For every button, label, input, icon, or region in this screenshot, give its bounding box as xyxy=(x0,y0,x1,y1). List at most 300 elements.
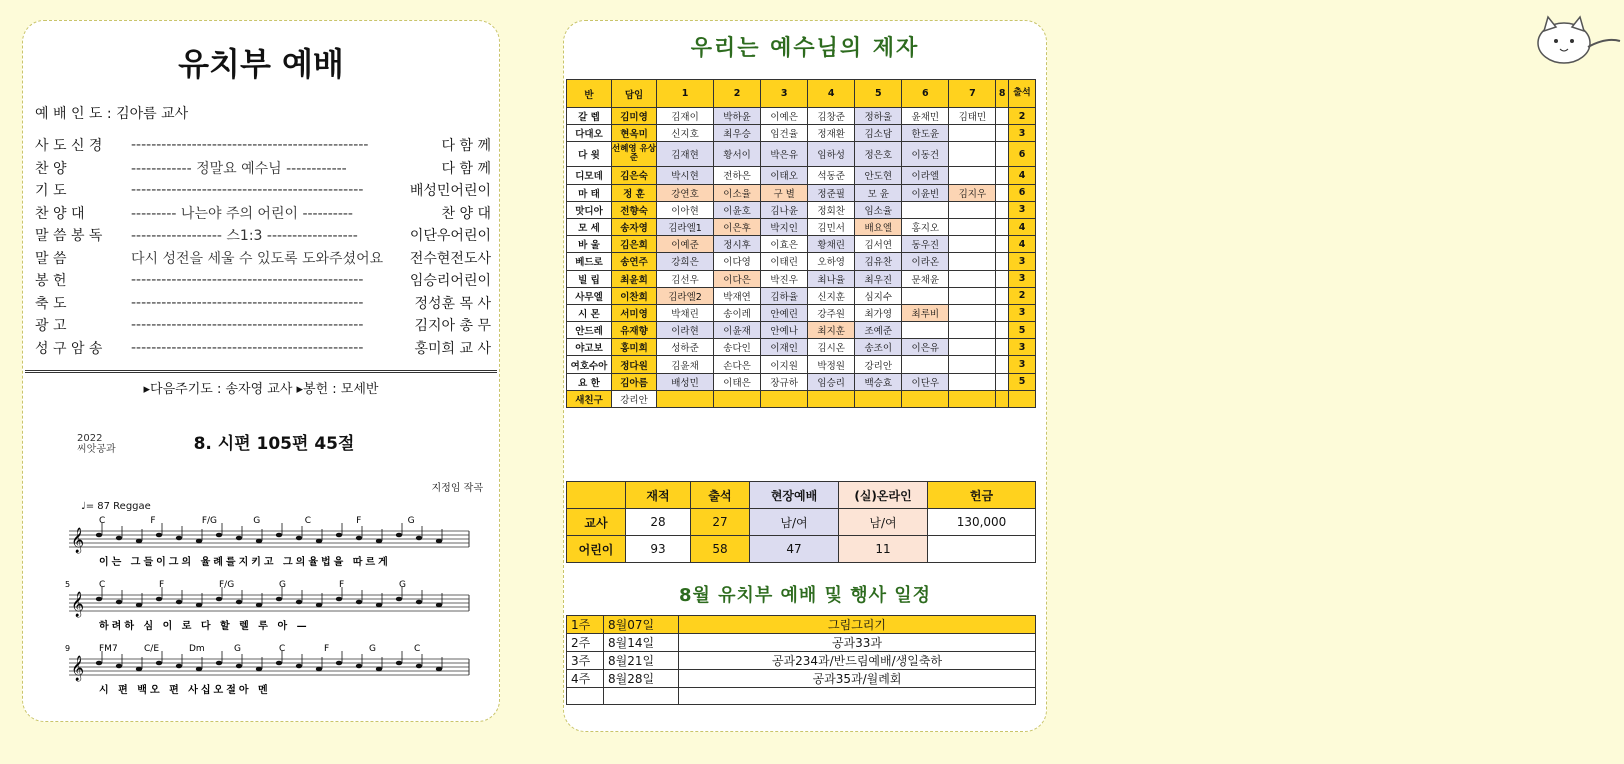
student-name xyxy=(996,236,1009,253)
attendance-count: 6 xyxy=(1009,142,1036,167)
score-year-text: 2022 xyxy=(77,433,103,444)
roster-row xyxy=(567,201,1036,218)
worship-order-panel xyxy=(22,20,500,722)
note xyxy=(356,600,362,605)
teacher-name: 서미영 xyxy=(612,304,657,321)
class-name: 갈 렙 xyxy=(567,108,612,125)
schedule-row xyxy=(567,688,1036,705)
roster-title: 우리는 예수님의 제자 xyxy=(690,36,920,61)
note xyxy=(276,597,282,602)
note xyxy=(136,667,142,672)
student-name: 이윤빈 xyxy=(902,184,949,201)
note xyxy=(236,536,242,541)
order-person: 전수현전도사 xyxy=(409,250,491,267)
schedule-week: 1주 xyxy=(567,616,604,634)
teacher-name: 전향숙 xyxy=(612,201,657,218)
schedule-title: 8월 유치부 예배 및 행사 일정 xyxy=(678,585,932,606)
note xyxy=(436,539,442,544)
attendance-row xyxy=(567,536,1036,563)
note xyxy=(156,533,162,538)
student-name: 오하영 xyxy=(808,253,855,270)
student-name: 임건율 xyxy=(761,125,808,142)
roster-row xyxy=(567,356,1036,373)
student-name xyxy=(996,356,1009,373)
note xyxy=(416,600,422,605)
student-name xyxy=(949,339,996,356)
student-name: 이예은 xyxy=(761,108,808,125)
treble-clef: 𝄞 xyxy=(71,656,85,681)
attendance-value xyxy=(928,536,1036,563)
student-name: 황채린 xyxy=(808,236,855,253)
schedule-event: 공과35과/월례회 xyxy=(679,670,1036,688)
attendance-count: 3 xyxy=(1009,339,1036,356)
student-name: 박진우 xyxy=(761,270,808,287)
measure-number: 5 xyxy=(65,580,71,589)
attendance-label: 어린이 xyxy=(567,536,626,563)
student-name xyxy=(761,390,808,407)
teacher-name: 정 훈 xyxy=(612,184,657,201)
student-name: 김시온 xyxy=(808,339,855,356)
order-item: 말 씀 봉 독 xyxy=(35,228,103,245)
student-name: 김윤채 xyxy=(657,356,714,373)
class-name: 바 울 xyxy=(567,236,612,253)
order-row xyxy=(35,224,491,247)
student-name xyxy=(949,356,996,373)
order-content: ---------------------------------------------- xyxy=(131,294,364,311)
class-name: 베드로 xyxy=(567,253,612,270)
student-name xyxy=(996,287,1009,304)
note xyxy=(356,536,362,541)
roster-row xyxy=(567,184,1036,201)
score-title: 8. 시편 105편 45절 xyxy=(193,434,355,454)
chord-label: F xyxy=(339,580,345,590)
student-name xyxy=(949,253,996,270)
order-person: 홍미희 교 사 xyxy=(414,340,491,357)
student-name xyxy=(949,270,996,287)
class-name: 마 태 xyxy=(567,184,612,201)
worship-leader: 예 배 인 도 : 김아름 교사 xyxy=(35,106,189,122)
student-name: 석동준 xyxy=(808,167,855,184)
score-composer: 지정임 작곡 xyxy=(431,483,483,494)
measure-number: 9 xyxy=(65,644,71,653)
roster-row xyxy=(567,236,1036,253)
attendance-value: 47 xyxy=(750,536,839,563)
note xyxy=(436,667,442,672)
note xyxy=(236,600,242,605)
schedule-date: 8월07일 xyxy=(604,616,679,634)
chord-label: C xyxy=(414,644,421,654)
chord-label: FM7 xyxy=(99,644,118,654)
chord-label: C/E xyxy=(144,644,160,654)
student-name: 한도윤 xyxy=(902,125,949,142)
attendance-header: 재적 xyxy=(626,482,691,509)
note xyxy=(196,667,202,672)
student-name: 배성민 xyxy=(657,373,714,390)
note xyxy=(136,539,142,544)
note xyxy=(116,536,122,541)
worship-order-list xyxy=(35,134,491,359)
student-name: 송다인 xyxy=(714,339,761,356)
student-name xyxy=(949,218,996,235)
chord-label: G xyxy=(253,516,261,526)
note xyxy=(376,539,382,544)
order-row xyxy=(35,247,491,270)
attendance-count xyxy=(1009,390,1036,407)
attendance-value: 남/여 xyxy=(750,509,839,536)
student-name: 이재인 xyxy=(761,339,808,356)
note xyxy=(156,661,162,666)
schedule-date: 8월14일 xyxy=(604,634,679,652)
student-name: 이아현 xyxy=(657,201,714,218)
student-name: 안예나 xyxy=(761,322,808,339)
chord-label: G xyxy=(279,580,286,590)
teacher-name: 유재향 xyxy=(612,322,657,339)
chord-label: G xyxy=(369,644,376,654)
student-name: 김태민 xyxy=(949,108,996,125)
roster-header: 출석 xyxy=(1009,80,1036,108)
chord-label: Dm xyxy=(189,644,205,654)
roster-header: 담임 xyxy=(612,80,657,108)
student-name xyxy=(949,390,996,407)
student-name xyxy=(902,201,949,218)
student-name xyxy=(657,390,714,407)
roster-row xyxy=(567,253,1036,270)
roster-row xyxy=(567,270,1036,287)
class-name: 시 몬 xyxy=(567,304,612,321)
teacher-name: 현옥미 xyxy=(612,125,657,142)
order-content: ---------------------------------------------- xyxy=(131,339,364,356)
order-person: 이단우어린이 xyxy=(409,228,491,245)
chord-label: F xyxy=(356,516,362,526)
student-name: 최지훈 xyxy=(808,322,855,339)
attendance-count: 5 xyxy=(1009,322,1036,339)
note xyxy=(276,533,282,538)
student-name xyxy=(996,270,1009,287)
attendance-header: 헌금 xyxy=(928,482,1036,509)
schedule-week: 3주 xyxy=(567,652,604,670)
student-name xyxy=(996,201,1009,218)
order-item: 기 도 xyxy=(35,183,67,200)
schedule-row xyxy=(567,634,1036,652)
student-name xyxy=(855,390,902,407)
attendance-count: 3 xyxy=(1009,304,1036,321)
note xyxy=(116,600,122,605)
student-name: 김지우 xyxy=(949,184,996,201)
student-name xyxy=(996,253,1009,270)
order-item: 찬 양 대 xyxy=(35,205,85,222)
class-name: 안드레 xyxy=(567,322,612,339)
teacher-name: 송자영 xyxy=(612,218,657,235)
order-row xyxy=(35,292,491,315)
order-item: 성 구 암 송 xyxy=(35,340,103,357)
schedule-event xyxy=(679,688,1036,705)
student-name: 김나윤 xyxy=(761,201,808,218)
student-name: 이라현 xyxy=(657,322,714,339)
chord-label: F xyxy=(159,580,165,590)
student-name xyxy=(902,287,949,304)
order-row xyxy=(35,157,491,180)
student-name: 정회찬 xyxy=(808,201,855,218)
order-content: ----------------------------------------------- xyxy=(131,137,369,154)
student-name: 안예린 xyxy=(761,304,808,321)
lyrics: 하려하 심 이 로 다 할 렐 루 아 — xyxy=(99,621,310,632)
student-name: 임소율 xyxy=(855,201,902,218)
order-person: 찬 양 대 xyxy=(441,205,491,222)
roster-header: 반 xyxy=(567,80,612,108)
order-item: 봉 헌 xyxy=(35,273,67,290)
student-name xyxy=(808,390,855,407)
note xyxy=(96,533,102,538)
note xyxy=(376,603,382,608)
class-name: 빌 립 xyxy=(567,270,612,287)
student-name: 이다영 xyxy=(714,253,761,270)
attendance-count: 4 xyxy=(1009,218,1036,235)
student-name: 강희은 xyxy=(657,253,714,270)
student-name: 심지수 xyxy=(855,287,902,304)
student-name: 이동건 xyxy=(902,142,949,167)
student-name xyxy=(949,304,996,321)
student-name: 조예준 xyxy=(855,322,902,339)
teacher-name: 선혜영 유상준 xyxy=(612,142,657,167)
student-name: 강리안 xyxy=(855,356,902,373)
order-row xyxy=(35,314,491,337)
student-name: 이지원 xyxy=(761,356,808,373)
roster-row xyxy=(567,287,1036,304)
note xyxy=(316,603,322,608)
student-name xyxy=(902,390,949,407)
attendance-header: (실)온라인 xyxy=(839,482,928,509)
chord-label: C xyxy=(99,516,106,526)
teacher-name: 강리안 xyxy=(612,390,657,407)
note xyxy=(416,536,422,541)
student-name: 정은호 xyxy=(855,142,902,167)
student-name: 송조이 xyxy=(855,339,902,356)
attendance-header xyxy=(567,482,626,509)
student-name xyxy=(949,373,996,390)
teacher-name: 김미영 xyxy=(612,108,657,125)
student-name: 박채린 xyxy=(657,304,714,321)
score-tempo: ♩= 87 Reggae xyxy=(81,501,151,512)
student-name: 이은후 xyxy=(714,218,761,235)
student-name: 이태은 xyxy=(714,373,761,390)
student-name: 이라온 xyxy=(902,253,949,270)
note xyxy=(336,661,342,666)
student-name: 김라엘2 xyxy=(657,287,714,304)
music-staves xyxy=(65,513,479,713)
chord-label: C xyxy=(279,644,286,654)
note xyxy=(176,664,182,669)
student-name: 김민서 xyxy=(808,218,855,235)
student-name xyxy=(996,339,1009,356)
student-name: 백승효 xyxy=(855,373,902,390)
note xyxy=(176,536,182,541)
note xyxy=(396,661,402,666)
note xyxy=(436,603,442,608)
student-name: 문채윤 xyxy=(902,270,949,287)
teacher-name: 정다원 xyxy=(612,356,657,373)
schedule-event: 공과234과/반드림예배/생일축하 xyxy=(679,652,1036,670)
student-name: 강연호 xyxy=(657,184,714,201)
class-roster-table xyxy=(566,79,1036,408)
order-content: ---------------------------------------------- xyxy=(131,272,364,289)
attendance-count: 3 xyxy=(1009,253,1036,270)
order-content: 다시 성전을 세울 수 있도록 도와주셨어요 xyxy=(131,250,384,267)
attendance-count: 4 xyxy=(1009,167,1036,184)
student-name: 장규하 xyxy=(761,373,808,390)
student-name: 전하은 xyxy=(714,167,761,184)
student-name: 이예준 xyxy=(657,236,714,253)
order-content: ------------ 정말요 예수님 ------------ xyxy=(131,160,347,177)
cat-icon xyxy=(1524,17,1624,69)
student-name xyxy=(996,167,1009,184)
student-name: 이윤호 xyxy=(714,201,761,218)
schedule-row xyxy=(567,616,1036,634)
note xyxy=(396,533,402,538)
student-name: 이효은 xyxy=(761,236,808,253)
order-row xyxy=(35,202,491,225)
note xyxy=(296,600,302,605)
order-item: 광 고 xyxy=(35,318,67,335)
attendance-count: 4 xyxy=(1009,236,1036,253)
next-week-info: ▸다음주기도 : 송자영 교사 ▸봉헌 : 모세반 xyxy=(143,382,379,397)
student-name xyxy=(996,218,1009,235)
student-name xyxy=(902,356,949,373)
student-name xyxy=(714,390,761,407)
student-name: 김유찬 xyxy=(855,253,902,270)
order-item: 찬 양 xyxy=(35,160,67,177)
order-row xyxy=(35,337,491,360)
attendance-value: 93 xyxy=(626,536,691,563)
student-name: 박정원 xyxy=(808,356,855,373)
student-name: 홍지오 xyxy=(902,218,949,235)
student-name xyxy=(949,142,996,167)
teacher-name: 김아름 xyxy=(612,373,657,390)
order-person: 배성민어린이 xyxy=(409,183,491,200)
note xyxy=(416,664,422,669)
chord-label: F/G xyxy=(219,580,235,590)
order-person: 다 함 께 xyxy=(441,138,491,155)
student-name: 신지호 xyxy=(657,125,714,142)
attendance-count: 5 xyxy=(1009,373,1036,390)
roster-row xyxy=(567,125,1036,142)
attendance-row xyxy=(567,509,1036,536)
student-name: 최나율 xyxy=(808,270,855,287)
order-item: 축 도 xyxy=(35,295,67,312)
order-row xyxy=(35,134,491,157)
student-name: 이태오 xyxy=(761,167,808,184)
student-name: 최우승 xyxy=(714,125,761,142)
student-name: 최가영 xyxy=(855,304,902,321)
student-name xyxy=(949,167,996,184)
student-name xyxy=(996,108,1009,125)
student-name: 김하율 xyxy=(761,287,808,304)
student-name xyxy=(996,142,1009,167)
attendance-value: 남/여 xyxy=(839,509,928,536)
divider xyxy=(25,370,497,373)
roster-row xyxy=(567,322,1036,339)
student-name xyxy=(996,373,1009,390)
note xyxy=(376,667,382,672)
attendance-value: 27 xyxy=(691,509,750,536)
note xyxy=(136,603,142,608)
note xyxy=(196,603,202,608)
page-title: 유치부 예배 xyxy=(178,45,344,83)
note xyxy=(256,603,262,608)
roster-row xyxy=(567,304,1036,321)
student-name: 이소율 xyxy=(714,184,761,201)
roster-header: 2 xyxy=(714,80,761,108)
schedule-event: 그림그리기 xyxy=(679,616,1036,634)
student-name: 정하울 xyxy=(855,108,902,125)
note xyxy=(196,539,202,544)
note xyxy=(256,539,262,544)
teacher-name: 김은숙 xyxy=(612,167,657,184)
student-name: 성하준 xyxy=(657,339,714,356)
student-name: 임하성 xyxy=(808,142,855,167)
order-person: 임승리어린이 xyxy=(409,273,491,290)
attendance-count: 3 xyxy=(1009,356,1036,373)
chord-label: G xyxy=(234,644,241,654)
student-name: 동우진 xyxy=(902,236,949,253)
attendance-count: 6 xyxy=(1009,184,1036,201)
teacher-name: 송연주 xyxy=(612,253,657,270)
order-person: 김지아 총 무 xyxy=(414,318,491,335)
schedule-week: 2주 xyxy=(567,634,604,652)
teacher-name: 홍미희 xyxy=(612,339,657,356)
student-name: 이윤재 xyxy=(714,322,761,339)
attendance-count: 3 xyxy=(1009,125,1036,142)
class-name: 사무엘 xyxy=(567,287,612,304)
roster-row xyxy=(567,142,1036,167)
student-name xyxy=(949,322,996,339)
student-name: 박하윤 xyxy=(714,108,761,125)
order-content: ------------------ 스1:3 ------------------ xyxy=(131,228,358,245)
note xyxy=(96,661,102,666)
roster-panel xyxy=(563,20,1047,732)
student-name xyxy=(949,125,996,142)
chord-label: G xyxy=(407,516,415,526)
teacher-name: 김은희 xyxy=(612,236,657,253)
attendance-count: 3 xyxy=(1009,201,1036,218)
note xyxy=(336,533,342,538)
attendance-value: 58 xyxy=(691,536,750,563)
schedule-event: 공과33과 xyxy=(679,634,1036,652)
schedule-date xyxy=(604,688,679,705)
chord-label: C xyxy=(304,516,312,526)
teacher-name: 이찬희 xyxy=(612,287,657,304)
student-name xyxy=(949,287,996,304)
schedule-row xyxy=(567,670,1036,688)
roster-header: 4 xyxy=(808,80,855,108)
note xyxy=(316,667,322,672)
note xyxy=(336,597,342,602)
order-row xyxy=(35,179,491,202)
roster-header: 7 xyxy=(949,80,996,108)
roster-header: 3 xyxy=(761,80,808,108)
student-name: 황서이 xyxy=(714,142,761,167)
lyrics: 시 편 백오 편 사십오절아 멘 xyxy=(99,685,271,696)
student-name: 신지훈 xyxy=(808,287,855,304)
note xyxy=(236,664,242,669)
student-name: 김재현 xyxy=(657,142,714,167)
attendance-value: 28 xyxy=(626,509,691,536)
attendance-count: 2 xyxy=(1009,108,1036,125)
roster-row xyxy=(567,373,1036,390)
attendance-value: 11 xyxy=(839,536,928,563)
note xyxy=(216,533,222,538)
order-content: ---------------------------------------------- xyxy=(131,317,364,334)
student-name xyxy=(949,236,996,253)
